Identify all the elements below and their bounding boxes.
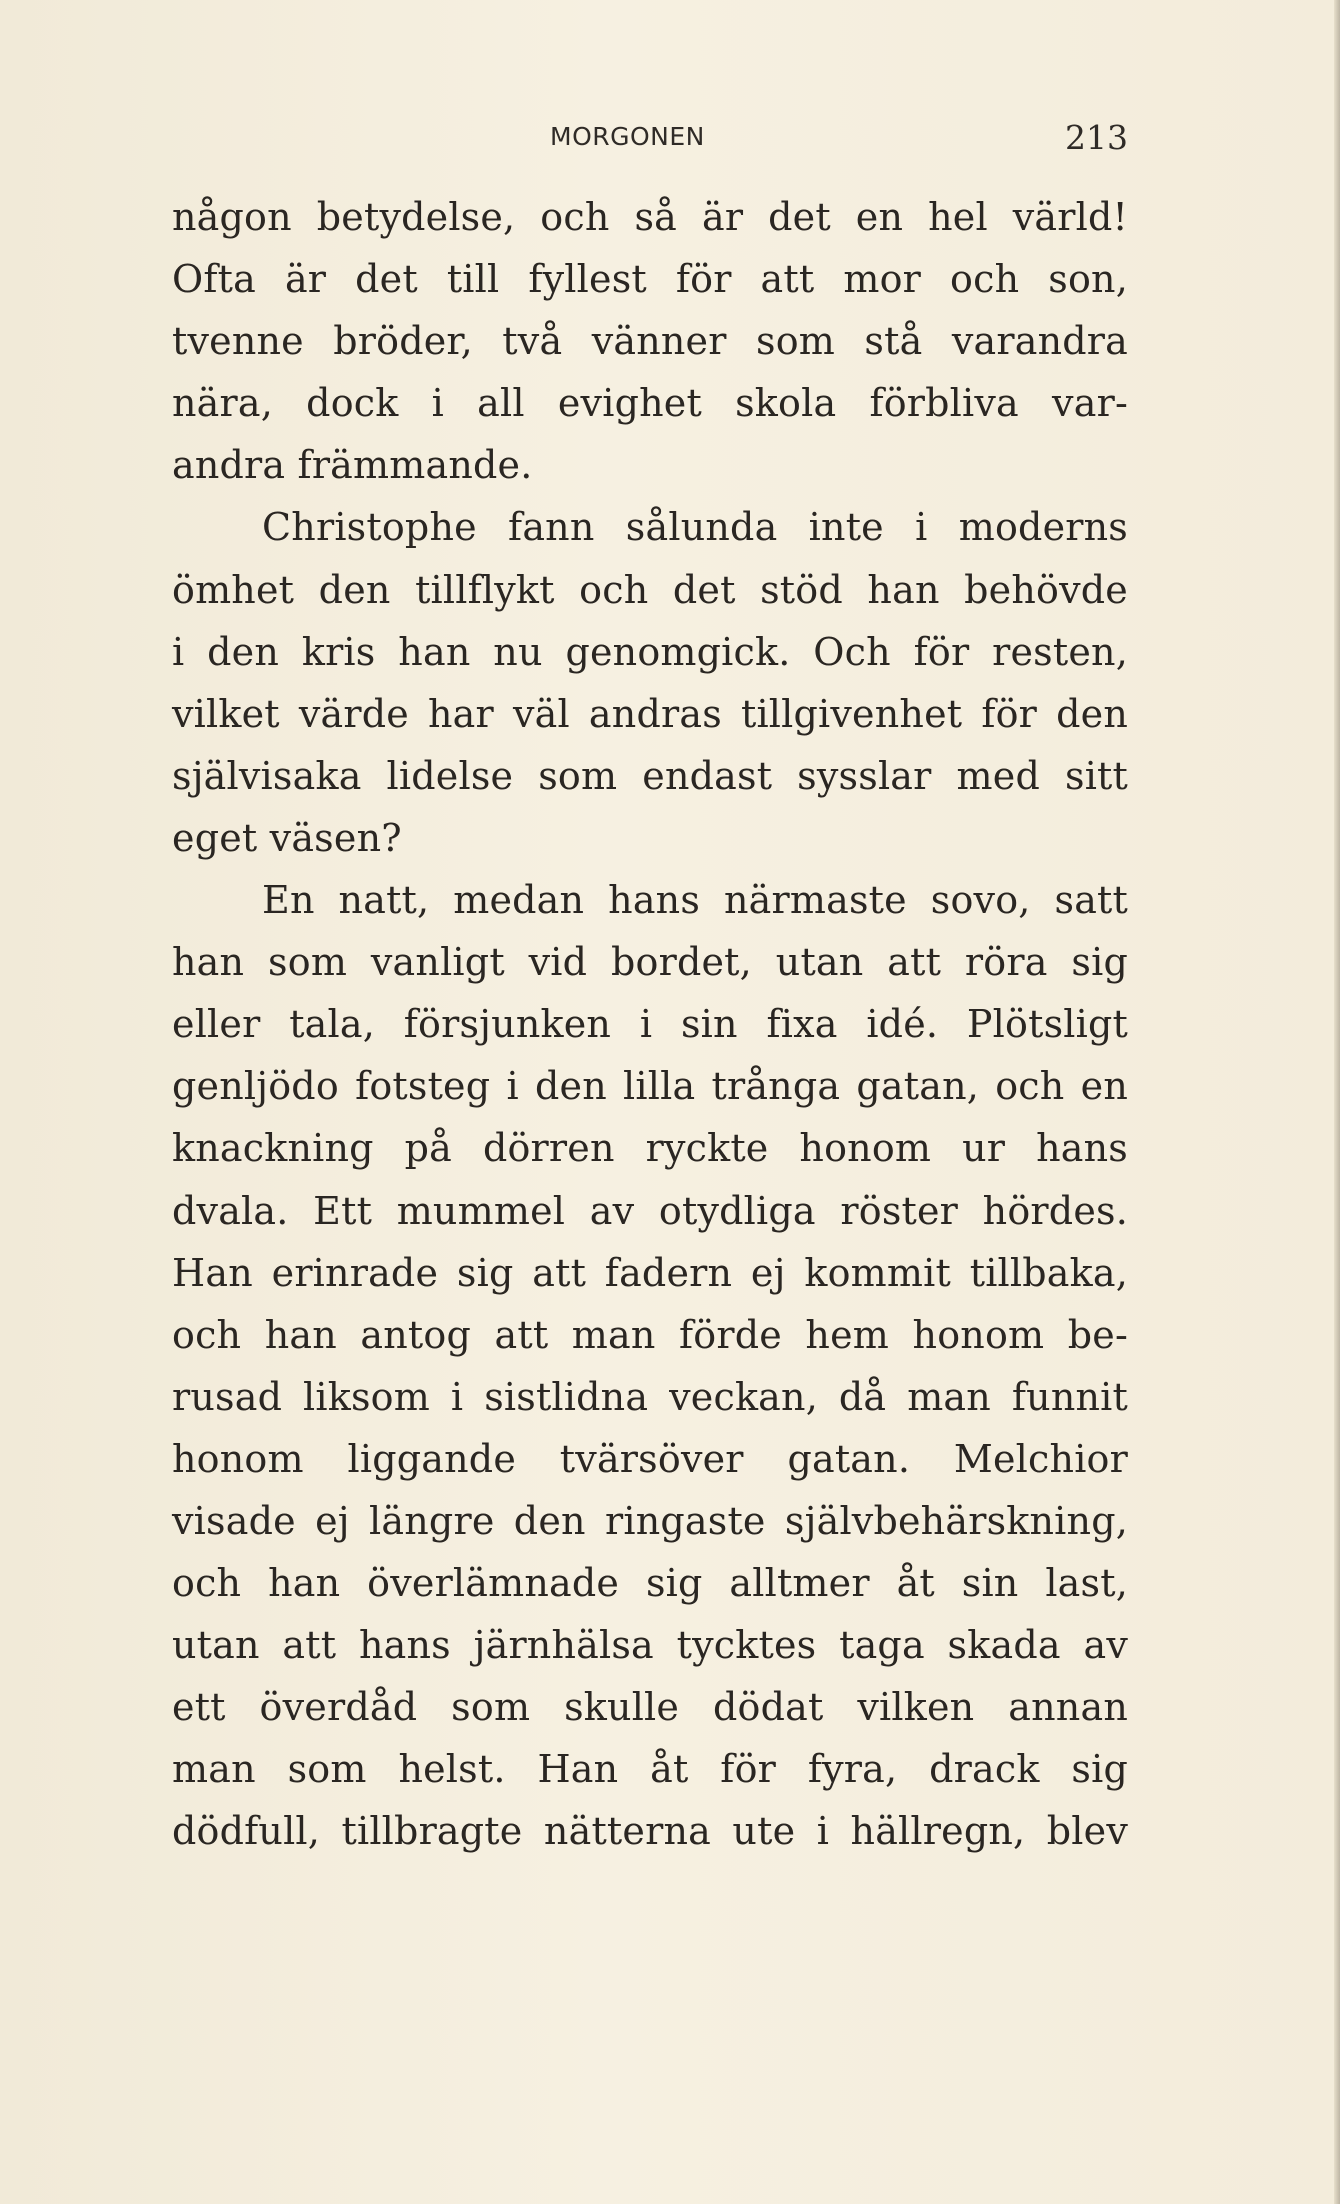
paragraph-start-line: En natt, medan hans närmaste sovo, satt (262, 878, 1128, 923)
text-line: och han överlämnade sig alltmer åt sin last, (172, 1561, 1128, 1606)
text-line: dvala. Ett mummel av otydliga röster hördes. (172, 1188, 1128, 1233)
page-number: 213 (1065, 118, 1128, 157)
body-text (172, 186, 1128, 1863)
text-line: honom liggande tvärsöver gatan. Melchior (172, 1436, 1128, 1481)
text-line: i den kris han nu genomgick. Och för resten, (172, 629, 1128, 674)
text-line: och han antog att man förde hem honom be- (172, 1312, 1128, 1357)
text-line: ömhet den tillflykt och det stöd han behövde (172, 567, 1128, 612)
running-head: MORGONEN (550, 122, 705, 151)
text-line: dödfull, tillbragte nätterna ute i hällregn, blev (172, 1809, 1128, 1854)
text-line: någon betydelse, och så är det en hel värld! (172, 195, 1128, 239)
text-line: nära, dock i all evighet skola förbliva var- (172, 381, 1128, 426)
text-line: man som helst. Han åt för fyra, drack sig (172, 1747, 1128, 1792)
text-line: utan att hans järnhälsa tycktes taga skada av (172, 1623, 1128, 1668)
text-line: tvenne bröder, två vänner som stå varandra (172, 319, 1128, 364)
text-line: självisaka lidelse som endast sysslar med sitt (172, 753, 1128, 798)
text-line: andra främmande. (172, 443, 533, 488)
text-line: visade ej längre den ringaste självbehärskning, (172, 1498, 1128, 1543)
text-line: ett överdåd som skulle dödat vilken annan (172, 1685, 1128, 1730)
text-line: eget väsen? (172, 815, 402, 860)
text-line: Han erinrade sig att fadern ej kommit tillbaka, (172, 1250, 1128, 1295)
paragraph-start-line: Christophe fann sålunda inte i moderns (262, 505, 1128, 550)
text-line: vilket värde har väl andras tillgivenhet för den (172, 691, 1128, 736)
text-line: rusad liksom i sistlidna veckan, då man funnit (172, 1374, 1128, 1419)
page-edge (1334, 0, 1340, 2204)
text-line: eller tala, försjunken i sin fixa idé. Plötsligt (172, 1002, 1128, 1047)
page-header (172, 118, 1128, 158)
text-line: Ofta är det till fyllest för att mor och son, (172, 257, 1128, 302)
text-line: genljödo fotsteg i den lilla trånga gatan, och en (172, 1064, 1128, 1109)
text-line: han som vanligt vid bordet, utan att röra sig (172, 940, 1128, 985)
text-line: knackning på dörren ryckte honom ur hans (172, 1126, 1128, 1171)
